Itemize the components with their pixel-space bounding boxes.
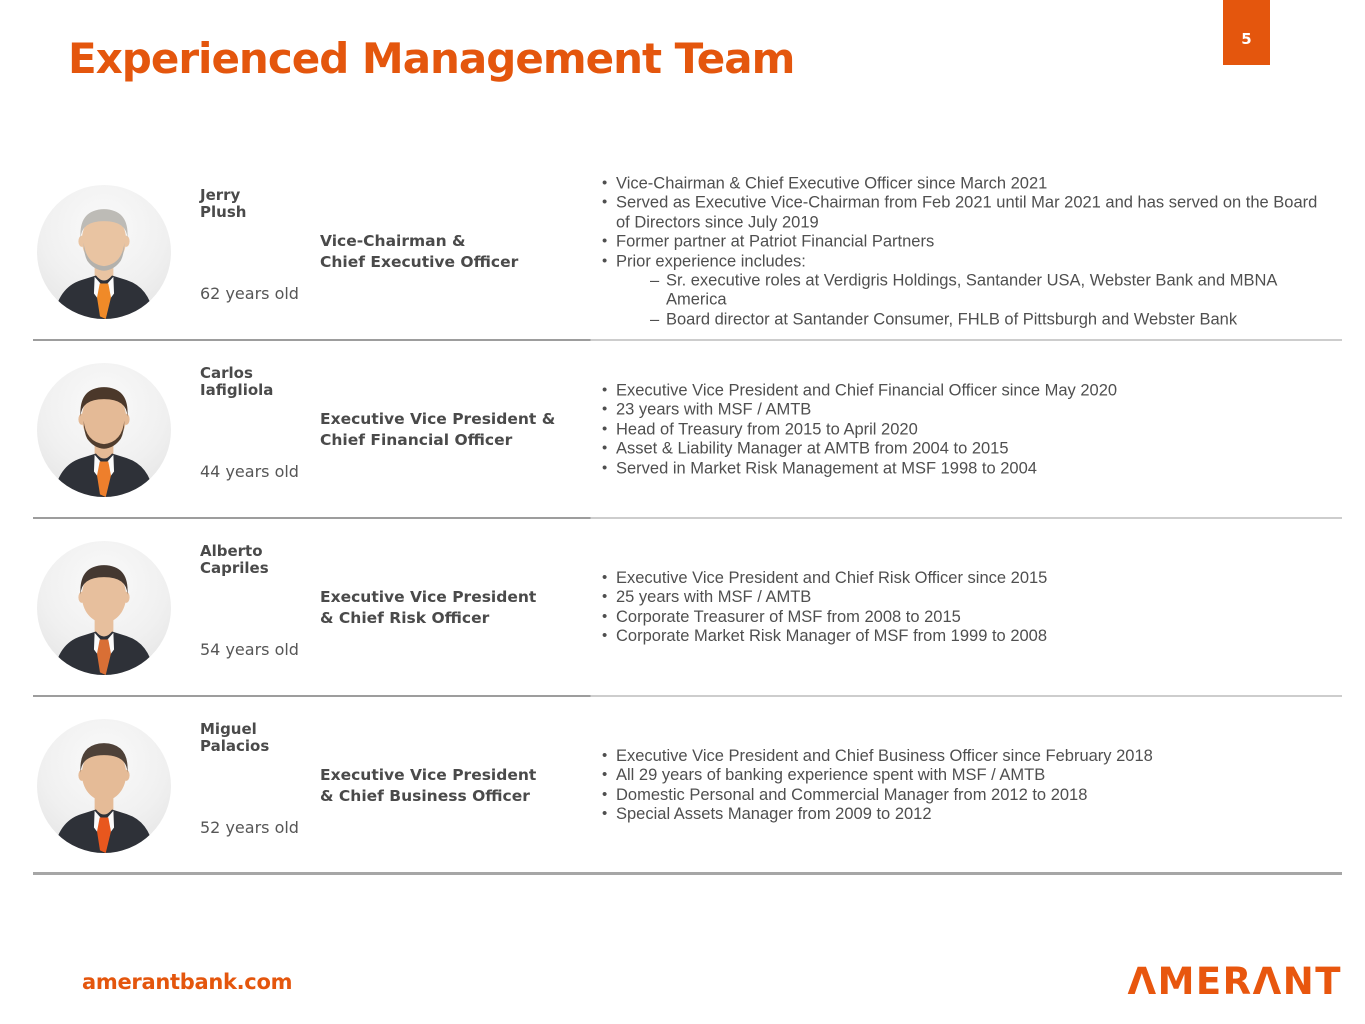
person-avatar-icon — [37, 719, 171, 853]
member-name: Miguel Palacios — [200, 720, 270, 755]
team-member-row — [33, 519, 1342, 697]
bullet-item: • Served as Executive Vice-Chairman from Feb 2021 until Mar 2021 and has served on the Board of Directors since July 2019 — [602, 194, 1334, 233]
bullet-item: • Executive Vice President and Chief Financial Officer since May 2020 — [602, 381, 1334, 400]
member-bullets — [602, 569, 1334, 647]
bullet-item: • Domestic Personal and Commercial Manager from 2012 to 2018 — [602, 786, 1334, 805]
sub-bullet-item: – Board director at Santander Consumer, FHLB of Pittsburgh and Webster Bank — [650, 310, 1334, 329]
bullet-item: • Head of Treasury from 2015 to April 2020 — [602, 420, 1334, 439]
website-link[interactable]: amerantbank.com — [82, 970, 293, 994]
team-member-row — [33, 697, 1342, 875]
member-age: 62 years old — [200, 284, 299, 303]
member-bullets — [602, 381, 1334, 478]
member-role-title: Executive Vice President & Chief Business Officer — [320, 766, 537, 805]
sub-bullet-list — [650, 271, 1334, 329]
person-avatar-icon — [37, 541, 171, 675]
page-title: Experienced Management Team — [68, 34, 795, 83]
bullet-item: • 23 years with MSF / AMTB — [602, 401, 1334, 420]
amerant-logo: ΛMERΛNT — [1127, 960, 1342, 1003]
person-avatar-icon — [37, 363, 171, 497]
headshot-photo — [37, 363, 171, 497]
headshot-photo — [37, 541, 171, 675]
team-list — [33, 163, 1342, 875]
bullet-item: • Vice-Chairman & Chief Executive Officer since March 2021 — [602, 174, 1334, 193]
team-member-row — [33, 163, 1342, 341]
page-number: 5 — [1241, 29, 1252, 48]
headshot-photo — [37, 185, 171, 319]
member-name: Jerry Plush — [200, 186, 247, 221]
bullet-item: • Executive Vice President and Chief Risk Officer since 2015 — [602, 569, 1334, 588]
headshot-photo — [37, 719, 171, 853]
person-avatar-icon — [37, 185, 171, 319]
member-age: 54 years old — [200, 640, 299, 659]
member-name: Alberto Capriles — [200, 542, 269, 577]
member-role-title: Executive Vice President & Chief Financial Officer — [320, 410, 556, 449]
member-bullets — [602, 747, 1334, 825]
bullet-item: • Corporate Market Risk Manager of MSF from 1999 to 2008 — [602, 627, 1334, 646]
page-number-badge — [1223, 0, 1270, 65]
member-role-title: Vice-Chairman & Chief Executive Officer — [320, 232, 519, 271]
bullet-item: • Special Assets Manager from 2009 to 2012 — [602, 805, 1334, 824]
bullet-item: • Corporate Treasurer of MSF from 2008 to 2015 — [602, 608, 1334, 627]
sub-bullet-item: – Sr. executive roles at Verdigris Holdings, Santander USA, Webster Bank and MBNA America — [650, 271, 1334, 310]
bullet-item: • Executive Vice President and Chief Business Officer since February 2018 — [602, 747, 1334, 766]
bullet-item: • Asset & Liability Manager at AMTB from 2004 to 2015 — [602, 440, 1334, 459]
bullet-item: • Former partner at Patriot Financial Partners — [602, 233, 1334, 252]
member-bullets — [602, 174, 1334, 329]
bullet-item: • All 29 years of banking experience spent with MSF / AMTB — [602, 767, 1334, 786]
bullet-item: • 25 years with MSF / AMTB — [602, 589, 1334, 608]
member-role-title: Executive Vice President & Chief Risk Officer — [320, 588, 537, 627]
member-age: 52 years old — [200, 818, 299, 837]
member-name: Carlos Iafigliola — [200, 364, 274, 399]
bullet-item: • Prior experience includes: – Sr. executive roles at Verdigris Holdings, Santander USA, Webster Bank and MBNA America – Board director at Santander Consumer, FHLB of Pittsburgh and Webster Bank — [602, 252, 1334, 330]
bullet-item: • Served in Market Risk Management at MSF 1998 to 2004 — [602, 459, 1334, 478]
team-member-row — [33, 341, 1342, 519]
member-age: 44 years old — [200, 462, 299, 481]
